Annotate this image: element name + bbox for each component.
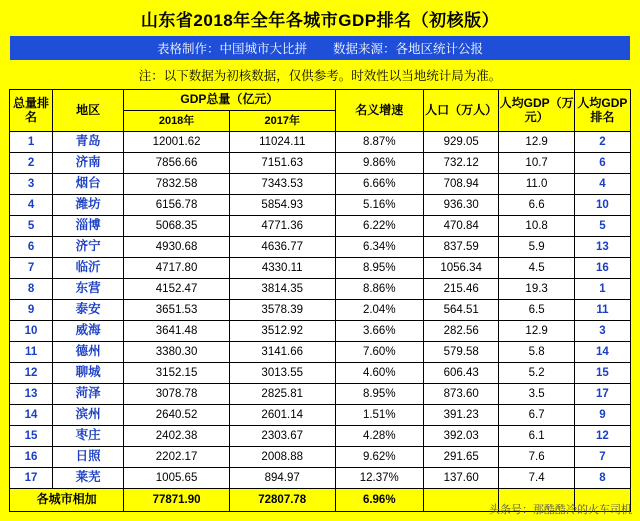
table-row — [10, 342, 631, 363]
cell-gdp-2017: 5854.93 — [229, 195, 335, 216]
cell-gdp-2018: 2202.17 — [124, 447, 230, 468]
cell-population: 215.46 — [423, 279, 498, 300]
cell-total-rank: 14 — [10, 405, 53, 426]
cell-total-rank: 3 — [10, 174, 53, 195]
cell-gdp-2018: 4930.68 — [124, 237, 230, 258]
cell-per-capita-rank: 7 — [574, 447, 630, 468]
cell-population: 291.65 — [423, 447, 498, 468]
cell-population: 470.84 — [423, 216, 498, 237]
cell-population: 392.03 — [423, 426, 498, 447]
cell-total-rank: 4 — [10, 195, 53, 216]
table-body — [10, 132, 631, 489]
header-gdp-group: GDP总量（亿元） — [124, 90, 335, 111]
cell-per-capita-gdp: 19.3 — [499, 279, 574, 300]
cell-population: 936.30 — [423, 195, 498, 216]
cell-per-capita-gdp: 12.9 — [499, 132, 574, 153]
cell-population: 606.43 — [423, 363, 498, 384]
cell-gdp-2018: 7856.66 — [124, 153, 230, 174]
table-row — [10, 216, 631, 237]
cell-gdp-2017: 4636.77 — [229, 237, 335, 258]
cell-per-capita-rank: 5 — [574, 216, 630, 237]
cell-growth: 5.16% — [335, 195, 423, 216]
cell-per-capita-rank: 3 — [574, 321, 630, 342]
cell-per-capita-gdp: 7.6 — [499, 447, 574, 468]
cell-total-rank: 12 — [10, 363, 53, 384]
cell-per-capita-rank: 1 — [574, 279, 630, 300]
cell-per-capita-gdp: 12.9 — [499, 321, 574, 342]
cell-region: 菏泽 — [53, 384, 124, 405]
cell-growth: 1.51% — [335, 405, 423, 426]
table-row — [10, 279, 631, 300]
cell-region: 聊城 — [53, 363, 124, 384]
cell-growth: 7.60% — [335, 342, 423, 363]
cell-per-capita-rank: 4 — [574, 174, 630, 195]
cell-population: 929.05 — [423, 132, 498, 153]
cell-gdp-2018: 2640.52 — [124, 405, 230, 426]
cell-population: 732.12 — [423, 153, 498, 174]
cell-growth: 12.37% — [335, 468, 423, 489]
table-row — [10, 384, 631, 405]
header-per-capita-rank: 人均GDP排名 — [574, 90, 630, 132]
cell-population: 873.60 — [423, 384, 498, 405]
cell-per-capita-rank: 9 — [574, 405, 630, 426]
table-maker-label: 表格制作：中国城市大比拼 — [156, 42, 307, 56]
table-row — [10, 132, 631, 153]
cell-total-rank: 10 — [10, 321, 53, 342]
cell-growth: 9.62% — [335, 447, 423, 468]
cell-region: 日照 — [53, 447, 124, 468]
cell-per-capita-gdp: 4.5 — [499, 258, 574, 279]
table-row — [10, 300, 631, 321]
cell-per-capita-rank: 10 — [574, 195, 630, 216]
credits-bar — [10, 36, 630, 60]
cell-total-rank: 9 — [10, 300, 53, 321]
cell-per-capita-gdp: 10.8 — [499, 216, 574, 237]
data-source-label: 数据来源：各地区统计公报 — [333, 42, 484, 56]
table-row — [10, 363, 631, 384]
cell-growth: 8.95% — [335, 258, 423, 279]
cell-population: 564.51 — [423, 300, 498, 321]
cell-per-capita-gdp: 5.2 — [499, 363, 574, 384]
cell-per-capita-gdp: 5.8 — [499, 342, 574, 363]
cell-gdp-2018: 5068.35 — [124, 216, 230, 237]
cell-region: 德州 — [53, 342, 124, 363]
cell-gdp-2018: 2402.38 — [124, 426, 230, 447]
cell-growth: 6.66% — [335, 174, 423, 195]
cell-growth: 4.60% — [335, 363, 423, 384]
cell-gdp-2017: 894.97 — [229, 468, 335, 489]
cell-population: 837.59 — [423, 237, 498, 258]
header-growth: 名义增速 — [335, 90, 423, 132]
cell-gdp-2018: 1005.65 — [124, 468, 230, 489]
cell-total-rank: 8 — [10, 279, 53, 300]
cell-total-rank: 16 — [10, 447, 53, 468]
cell-region: 潍坊 — [53, 195, 124, 216]
table-row — [10, 258, 631, 279]
cell-gdp-2018: 3641.48 — [124, 321, 230, 342]
cell-total-rank: 1 — [10, 132, 53, 153]
cell-growth: 6.22% — [335, 216, 423, 237]
cell-gdp-2018: 3152.15 — [124, 363, 230, 384]
cell-region: 青岛 — [53, 132, 124, 153]
cell-per-capita-rank: 2 — [574, 132, 630, 153]
table-row — [10, 237, 631, 258]
cell-growth: 8.87% — [335, 132, 423, 153]
cell-gdp-2017: 11024.11 — [229, 132, 335, 153]
header-total-rank: 总量排名 — [10, 90, 53, 132]
cell-gdp-2017: 2008.88 — [229, 447, 335, 468]
table-row — [10, 405, 631, 426]
cell-per-capita-gdp: 6.7 — [499, 405, 574, 426]
table-row — [10, 174, 631, 195]
header-population: 人口（万人） — [423, 90, 498, 132]
cell-growth: 9.86% — [335, 153, 423, 174]
cell-per-capita-gdp: 6.5 — [499, 300, 574, 321]
cell-gdp-2018: 12001.62 — [124, 132, 230, 153]
cell-gdp-2017: 3512.92 — [229, 321, 335, 342]
cell-gdp-2017: 4330.11 — [229, 258, 335, 279]
header-gdp-2018: 2018年 — [124, 111, 230, 132]
cell-per-capita-rank: 12 — [574, 426, 630, 447]
cell-total-rank: 6 — [10, 237, 53, 258]
cell-total-rank: 17 — [10, 468, 53, 489]
cell-gdp-2018: 3380.30 — [124, 342, 230, 363]
cell-region: 济南 — [53, 153, 124, 174]
total-growth: 6.96% — [335, 489, 423, 512]
cell-total-rank: 11 — [10, 342, 53, 363]
cell-population: 282.56 — [423, 321, 498, 342]
cell-gdp-2018: 7832.58 — [124, 174, 230, 195]
cell-region: 滨州 — [53, 405, 124, 426]
cell-gdp-2017: 3814.35 — [229, 279, 335, 300]
cell-gdp-2018: 3651.53 — [124, 300, 230, 321]
cell-growth: 8.86% — [335, 279, 423, 300]
cell-region: 淄博 — [53, 216, 124, 237]
cell-growth: 4.28% — [335, 426, 423, 447]
total-population — [423, 489, 498, 512]
table-row — [10, 468, 631, 489]
header-per-capita-gdp: 人均GDP（万元） — [499, 90, 574, 132]
cell-population: 1056.34 — [423, 258, 498, 279]
table-row — [10, 195, 631, 216]
cell-growth: 2.04% — [335, 300, 423, 321]
cell-gdp-2017: 3578.39 — [229, 300, 335, 321]
cell-growth: 6.34% — [335, 237, 423, 258]
cell-region: 泰安 — [53, 300, 124, 321]
cell-per-capita-gdp: 6.6 — [499, 195, 574, 216]
cell-per-capita-rank: 11 — [574, 300, 630, 321]
cell-per-capita-gdp: 6.1 — [499, 426, 574, 447]
cell-population: 579.58 — [423, 342, 498, 363]
cell-per-capita-gdp: 11.0 — [499, 174, 574, 195]
cell-population: 391.23 — [423, 405, 498, 426]
table-row — [10, 153, 631, 174]
cell-population: 137.60 — [423, 468, 498, 489]
watermark-label: 头条号：那酷酷冷的火车司机 — [489, 504, 632, 516]
cell-per-capita-rank: 15 — [574, 363, 630, 384]
cell-total-rank: 15 — [10, 426, 53, 447]
cell-gdp-2017: 4771.36 — [229, 216, 335, 237]
total-gdp-2018: 77871.90 — [124, 489, 230, 512]
cell-gdp-2018: 3078.78 — [124, 384, 230, 405]
header-region: 地区 — [53, 90, 124, 132]
cell-per-capita-gdp: 5.9 — [499, 237, 574, 258]
cell-per-capita-gdp: 10.7 — [499, 153, 574, 174]
cell-per-capita-rank: 17 — [574, 384, 630, 405]
cell-per-capita-gdp: 7.4 — [499, 468, 574, 489]
table-header — [10, 90, 631, 132]
cell-gdp-2017: 7343.53 — [229, 174, 335, 195]
cell-gdp-2018: 6156.78 — [124, 195, 230, 216]
cell-gdp-2017: 3013.55 — [229, 363, 335, 384]
cell-region: 临沂 — [53, 258, 124, 279]
cell-region: 威海 — [53, 321, 124, 342]
cell-gdp-2017: 2303.67 — [229, 426, 335, 447]
disclaimer-note: 注：以下数据为初核数据，仅供参考。时效性以当地统计局为准。 — [138, 69, 502, 83]
cell-region: 莱芜 — [53, 468, 124, 489]
table-row — [10, 447, 631, 468]
cell-population: 708.94 — [423, 174, 498, 195]
page-title: 山东省2018年全年各城市GDP排名（初核版） — [140, 11, 500, 30]
cell-total-rank: 5 — [10, 216, 53, 237]
cell-growth: 3.66% — [335, 321, 423, 342]
cell-gdp-2017: 7151.63 — [229, 153, 335, 174]
cell-total-rank: 13 — [10, 384, 53, 405]
cell-total-rank: 7 — [10, 258, 53, 279]
cell-per-capita-rank: 14 — [574, 342, 630, 363]
cell-per-capita-rank: 13 — [574, 237, 630, 258]
cell-gdp-2018: 4717.80 — [124, 258, 230, 279]
cell-per-capita-gdp: 3.5 — [499, 384, 574, 405]
cell-per-capita-rank: 6 — [574, 153, 630, 174]
header-gdp-2017: 2017年 — [229, 111, 335, 132]
cell-growth: 8.95% — [335, 384, 423, 405]
gdp-table — [9, 89, 631, 512]
cell-total-rank: 2 — [10, 153, 53, 174]
cell-gdp-2017: 2825.81 — [229, 384, 335, 405]
cell-gdp-2018: 4152.47 — [124, 279, 230, 300]
cell-region: 济宁 — [53, 237, 124, 258]
cell-gdp-2017: 3141.66 — [229, 342, 335, 363]
cell-region: 东营 — [53, 279, 124, 300]
total-label: 各城市相加 — [10, 489, 124, 512]
cell-region: 烟台 — [53, 174, 124, 195]
table-row — [10, 321, 631, 342]
cell-per-capita-rank: 16 — [574, 258, 630, 279]
cell-gdp-2017: 2601.14 — [229, 405, 335, 426]
total-gdp-2017: 72807.78 — [229, 489, 335, 512]
table-row — [10, 426, 631, 447]
cell-per-capita-rank: 8 — [574, 468, 630, 489]
cell-region: 枣庄 — [53, 426, 124, 447]
